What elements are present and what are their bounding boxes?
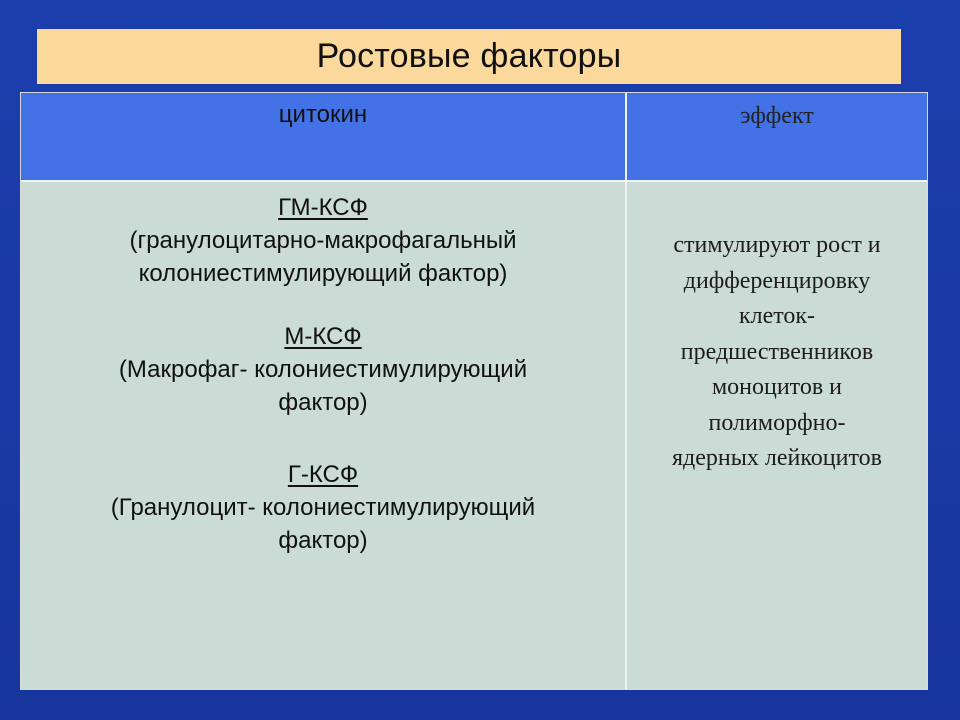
effect-description: стимулируют рост и дифференцировку клеток- предшественников моноцитов и полиморфно- ядерных лейкоцитов	[672, 232, 882, 471]
cytokine-table	[20, 92, 928, 690]
cytokine-description: (Гранулоцит- колониестимулирующий фактор)	[110, 494, 536, 554]
header-effect: эффект	[740, 103, 814, 129]
row-divider	[21, 180, 927, 182]
cytokine-item	[21, 458, 625, 557]
cytokine-list	[21, 191, 625, 557]
cytokine-name: Г-КСФ	[287, 461, 359, 488]
cytokine-description: (гранулоцитарно-макрофагальный колониестимулирующий фактор)	[129, 227, 517, 287]
cytokine-description: (Макрофаг- колониестимулирующий фактор)	[118, 356, 528, 416]
title-bar	[37, 29, 901, 84]
cytokine-item	[21, 191, 625, 290]
slide-title: Ростовые факторы	[316, 37, 622, 75]
cytokine-name: ГМ-КСФ	[278, 194, 368, 221]
cytokine-name: М-КСФ	[284, 323, 362, 350]
cytokine-item	[21, 320, 625, 419]
header-cytokine: цитокин	[278, 101, 368, 128]
